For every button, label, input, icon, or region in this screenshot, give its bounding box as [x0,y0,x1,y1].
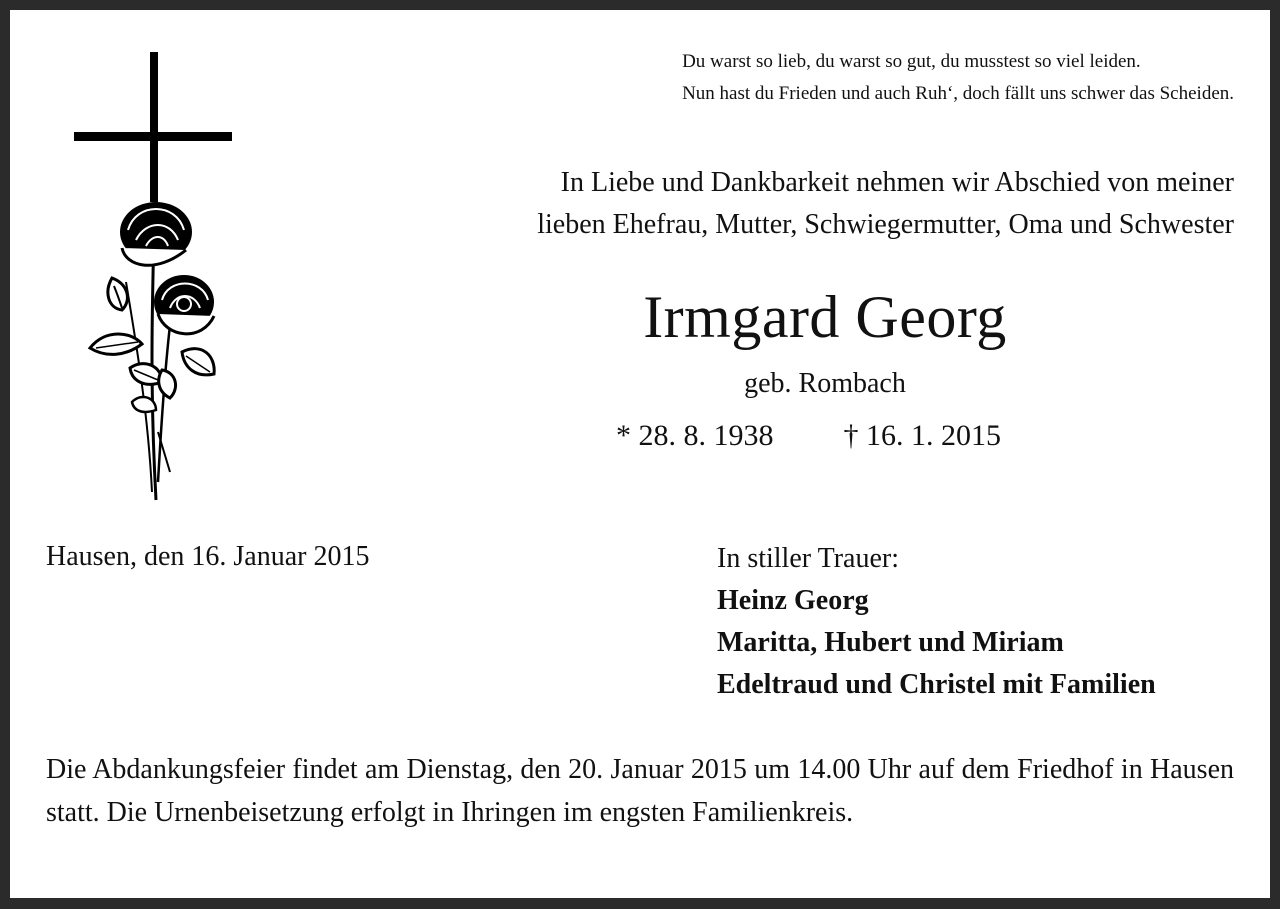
mourners-heading: In stiller Trauer: [717,543,899,574]
cross-with-roses-icon [66,52,246,502]
motto-verse [682,46,1234,110]
funeral-notice: Die Abdankungsfeier findet am Dienstag, den 20. Januar 2015 um 14.00 Uhr auf dem Friedhof in Hausen statt. Die Urnenbeisetzung erfolgt in Ihringen im engsten Familienkreis. [46,754,1234,828]
death-date: † 16. 1. 2015 [843,419,1001,452]
deceased-name: Irmgard Georg [643,284,1007,350]
mourner-name: Heinz Georg [717,585,869,616]
mourner-name: Edeltraud und Christel mit Familien [717,669,1156,700]
motto-line-1: Du warst so lieb, du warst so gut, du musstest so viel leiden. [682,51,1141,72]
life-dates [616,416,1001,456]
intro-text [537,162,1234,246]
obituary-card [10,10,1270,898]
mourner-name: Maritta, Hubert und Miriam [717,627,1064,658]
place-and-date: Hausen, den 16. Januar 2015 [46,541,370,572]
intro-line-2: lieben Ehefrau, Mutter, Schwiegermutter, Oma und Schwester [537,209,1234,240]
mourners-block [717,538,1156,706]
intro-line-1: In Liebe und Dankbarkeit nehmen wir Abschied von meiner [560,167,1234,198]
maiden-name: geb. Rombach [744,368,906,399]
birth-date: * 28. 8. 1938 [616,419,774,452]
motto-line-2: Nun hast du Frieden und auch Ruh‘, doch fällt uns schwer das Scheiden. [682,83,1234,104]
